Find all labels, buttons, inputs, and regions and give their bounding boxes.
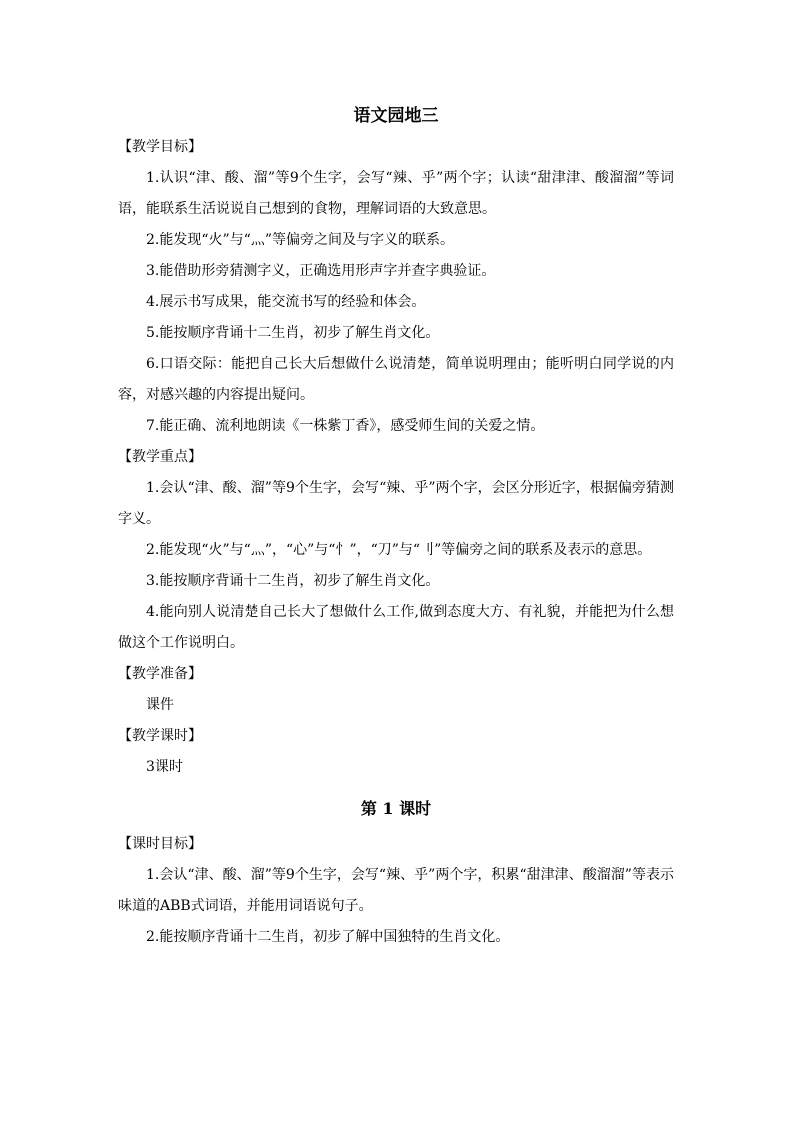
- goal-item-6: 6.口语交际：能把自己长大后想做什么说清楚，简单说明理由；能听明白同学说的内容，对感兴趣的内容提出疑问。: [118, 356, 674, 403]
- section-teaching-goals: [118, 132, 674, 442]
- goal-item-3: 3.能借助形旁猜测字义，正确选用形声字并查字典验证。: [146, 263, 496, 279]
- goal-item-2: 2.能发现“火”与“灬”等偏旁之间及与字义的联系。: [146, 232, 454, 248]
- teaching-focus-heading: 【教学重点】: [118, 449, 202, 465]
- section-teaching-hours: [118, 721, 674, 783]
- document-page: [118, 100, 674, 953]
- teaching-goals-heading: 【教学目标】: [118, 139, 202, 155]
- lesson-1-title: 第 1 课时: [360, 799, 432, 818]
- section-teaching-focus: [118, 442, 674, 659]
- teaching-hours-content: 3课时: [146, 759, 183, 775]
- teaching-hours-heading: 【教学课时】: [118, 728, 202, 744]
- lesson-goal-item-1: 1.会认“津、酸、溜”等9个生字，会写“辣、乎”两个字，积累“甜津津、酸溜溜”等表示味道的ABB式词语，并能用词语说句子。: [118, 867, 674, 914]
- focus-item-1: 1.会认“津、酸、溜”等9个生字，会写“辣、乎”两个字，会区分形近字，根据偏旁猜测字义。: [118, 480, 674, 527]
- goal-item-5: 5.能按顺序背诵十二生肖，初步了解生肖文化。: [146, 325, 440, 341]
- focus-item-2: 2.能发现“火”与“灬”，“心”与“忄”，“刀”与“刂”等偏旁之间的联系及表示的意思。: [146, 542, 652, 558]
- section-lesson-1: [118, 783, 674, 953]
- focus-item-4: 4.能向别人说清楚自己长大了想做什么工作,做到态度大方、有礼貌，并能把为什么想做这个工作说明白。: [118, 604, 674, 651]
- goal-item-1: 1.认识“津、酸、溜”等9个生字，会写“辣、乎”两个字；认读“甜津津、酸溜溜”等词语，能联系生活说说自己想到的食物，理解词语的大致意思。: [118, 170, 674, 217]
- section-teaching-prep: [118, 659, 674, 721]
- goal-item-4: 4.展示书写成果，能交流书写的经验和体会。: [146, 294, 426, 310]
- lesson-goals-heading: 【课时目标】: [118, 836, 202, 852]
- page-title: 语文园地三: [353, 106, 439, 126]
- teaching-prep-content: 课件: [146, 697, 174, 713]
- goal-item-7: 7.能正确、流利地朗读《一株紫丁香》，感受师生间的关爱之情。: [146, 418, 545, 434]
- focus-item-3: 3.能按顺序背诵十二生肖，初步了解生肖文化。: [146, 573, 440, 589]
- lesson-goal-item-2: 2.能按顺序背诵十二生肖，初步了解中国独特的生肖文化。: [146, 929, 510, 945]
- teaching-prep-heading: 【教学准备】: [118, 666, 202, 682]
